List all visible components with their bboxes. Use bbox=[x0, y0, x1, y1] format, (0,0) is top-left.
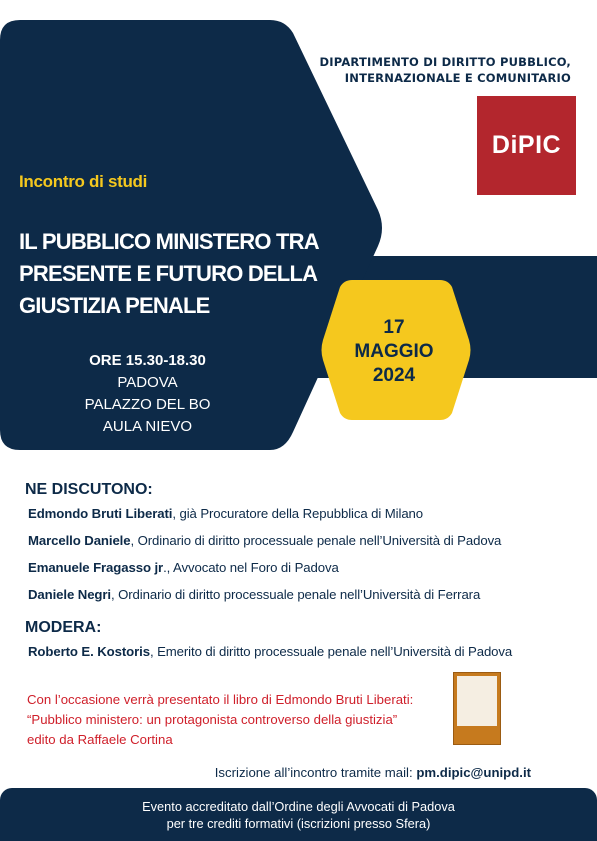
date-month: MAGGIO bbox=[354, 341, 434, 362]
event-kicker: Incontro di studi bbox=[19, 172, 148, 191]
event-city: PADOVA bbox=[117, 374, 178, 391]
event-title bbox=[19, 226, 379, 322]
speaker-name: Emanuele Fragasso jr bbox=[28, 560, 164, 575]
moderator-item bbox=[28, 644, 512, 659]
title-line-1: IL PUBBLICO MINISTERO TRA bbox=[19, 229, 319, 254]
speaker-role: , già Procuratore della Repubblica di Milano bbox=[172, 506, 424, 521]
registration-email[interactable]: pm.dipic@unipd.it bbox=[416, 765, 531, 780]
event-info bbox=[40, 350, 255, 438]
logo-text: DiPIC bbox=[491, 131, 562, 159]
department-line-2: INTERNAZIONALE E COMUNITARIO bbox=[344, 71, 571, 85]
book-line-1: Con l’occasione verrà presentato il libro di Edmondo Bruti Liberati: bbox=[27, 692, 414, 707]
speaker-item bbox=[28, 560, 339, 575]
book-line-3: edito da Raffaele Cortina bbox=[27, 732, 173, 747]
speakers-heading: NE DISCUTONO: bbox=[25, 481, 153, 498]
speaker-item bbox=[28, 587, 480, 602]
speaker-name: Edmondo Bruti Liberati bbox=[28, 506, 173, 521]
accreditation-footer bbox=[0, 788, 597, 841]
speaker-item bbox=[28, 533, 501, 548]
book-presentation bbox=[27, 690, 413, 750]
date-year: 2024 bbox=[372, 365, 416, 386]
speaker-role: , Ordinario di diritto processuale penale nell’Università di Padova bbox=[130, 533, 502, 548]
event-time: ORE 15.30-18.30 bbox=[89, 352, 206, 369]
dipic-logo bbox=[477, 96, 576, 195]
speaker-name: Daniele Negri bbox=[28, 587, 111, 602]
book-cover-image bbox=[453, 672, 501, 745]
speaker-role: ., Avvocato nel Foro di Padova bbox=[163, 560, 339, 575]
event-venue: PALAZZO DEL BO bbox=[84, 396, 211, 413]
registration-text: Iscrizione all’incontro tramite mail: bbox=[214, 765, 417, 780]
footer-line-2: per tre crediti formativi (iscrizioni presso Sfera) bbox=[166, 815, 431, 831]
moderator-role: , Emerito di diritto processuale penale nell’Università di Padova bbox=[149, 644, 513, 659]
title-line-2: PRESENTE E FUTURO DELLA bbox=[19, 261, 318, 286]
footer-line-1: Evento accreditato dall’Ordine degli Avvocati di Padova bbox=[142, 798, 455, 814]
department-name bbox=[320, 54, 571, 86]
speaker-role: , Ordinario di diritto processuale penale nell’Università di Ferrara bbox=[110, 587, 481, 602]
moderator-name: Roberto E. Kostoris bbox=[28, 644, 150, 659]
title-line-3: GIUSTIZIA PENALE bbox=[19, 293, 210, 318]
registration-line bbox=[215, 765, 531, 780]
speaker-item bbox=[28, 506, 423, 521]
department-line-1: DIPARTIMENTO DI DIRITTO PUBBLICO, bbox=[319, 55, 571, 69]
date-day: 17 bbox=[383, 317, 405, 338]
book-cover-label bbox=[457, 676, 497, 726]
event-date bbox=[336, 316, 452, 388]
book-line-2: “Pubblico ministero: un protagonista controverso della giustizia” bbox=[27, 712, 398, 727]
moderator-heading: MODERA: bbox=[25, 619, 102, 636]
speaker-name: Marcello Daniele bbox=[28, 533, 131, 548]
event-room: AULA NIEVO bbox=[102, 418, 193, 435]
